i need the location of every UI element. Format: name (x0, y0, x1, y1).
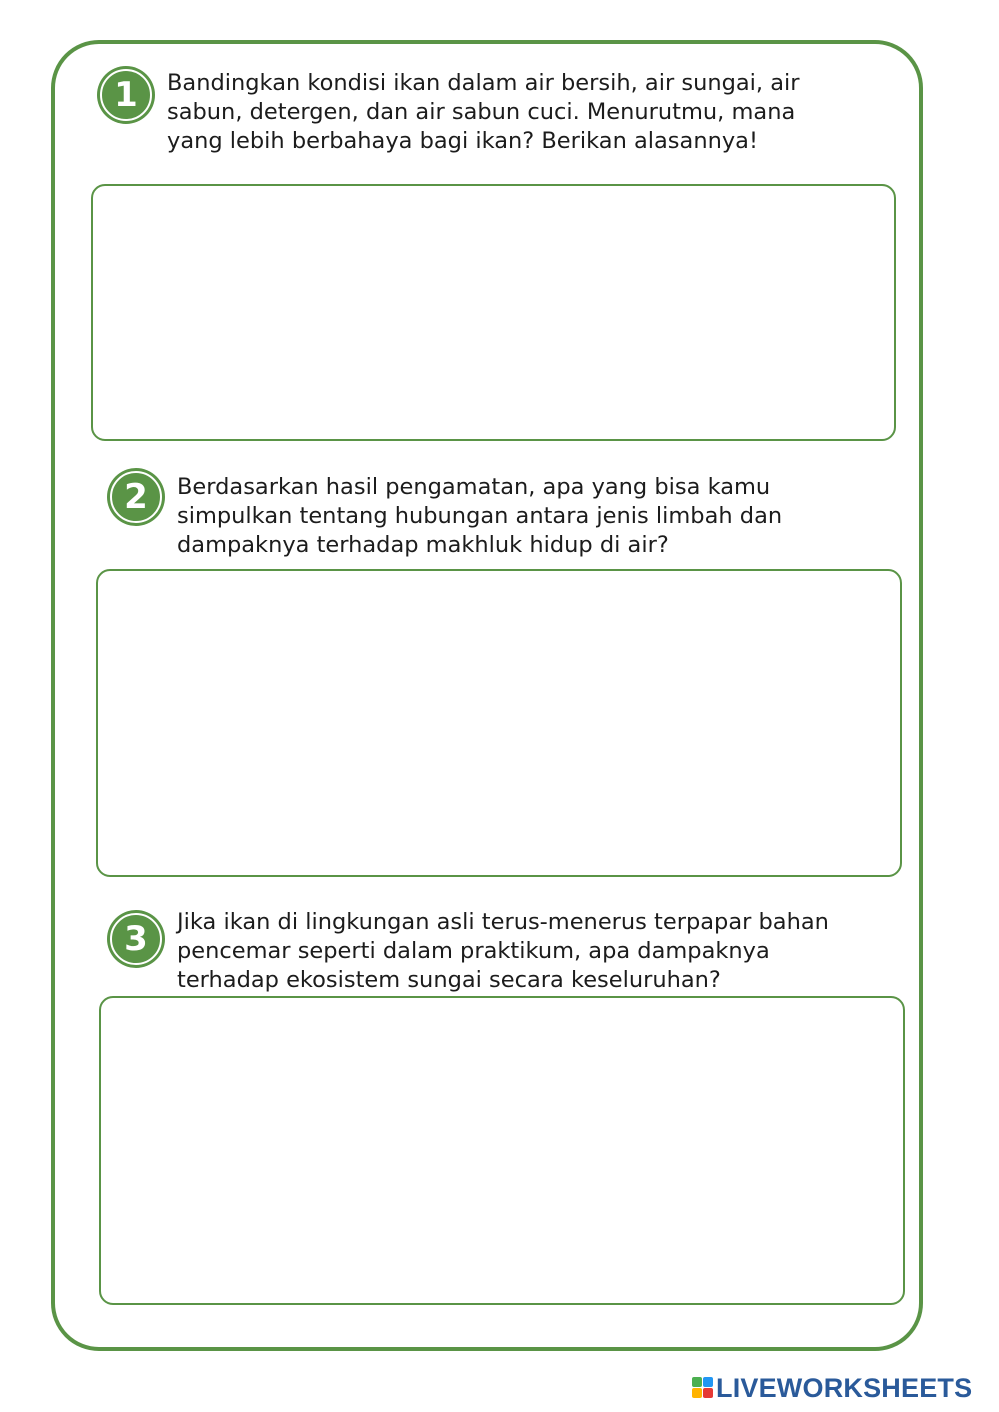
question-line: Berdasarkan hasil pengamatan, apa yang bisa kamu (177, 474, 771, 500)
answer-box-1[interactable] (91, 184, 896, 441)
question-line: terhadap ekosistem sungai secara keseluruhan? (177, 967, 721, 993)
brand-name: LIVEWORKSHEETS (716, 1372, 973, 1403)
question-text (177, 908, 829, 995)
question-number: 2 (124, 477, 148, 517)
question-line: Bandingkan kondisi ikan dalam air bersih, air sungai, air (167, 70, 800, 96)
question-line: dampaknya terhadap makhluk hidup di air? (177, 532, 669, 558)
question-number-badge (97, 66, 155, 124)
question-line: yang lebih berbahaya bagi ikan? Berikan alasannya! (167, 128, 758, 154)
question-number: 1 (114, 75, 138, 115)
answer-box-3[interactable] (99, 996, 905, 1305)
footer-brand (692, 1372, 972, 1404)
liveworksheets-logo-icon (692, 1377, 714, 1399)
question-text (167, 69, 800, 156)
question-line: pencemar seperti dalam praktikum, apa dampaknya (177, 938, 770, 964)
answer-box-2[interactable] (96, 569, 902, 877)
question-number: 3 (124, 919, 148, 959)
question-line: sabun, detergen, dan air sabun cuci. Menurutmu, mana (167, 99, 796, 125)
question-line: simpulkan tentang hubungan antara jenis limbah dan (177, 503, 783, 529)
question-text (177, 473, 782, 560)
question-number-badge (107, 468, 165, 526)
question-line: Jika ikan di lingkungan asli terus-menerus terpapar bahan (177, 909, 829, 935)
question-number-badge (107, 910, 165, 968)
